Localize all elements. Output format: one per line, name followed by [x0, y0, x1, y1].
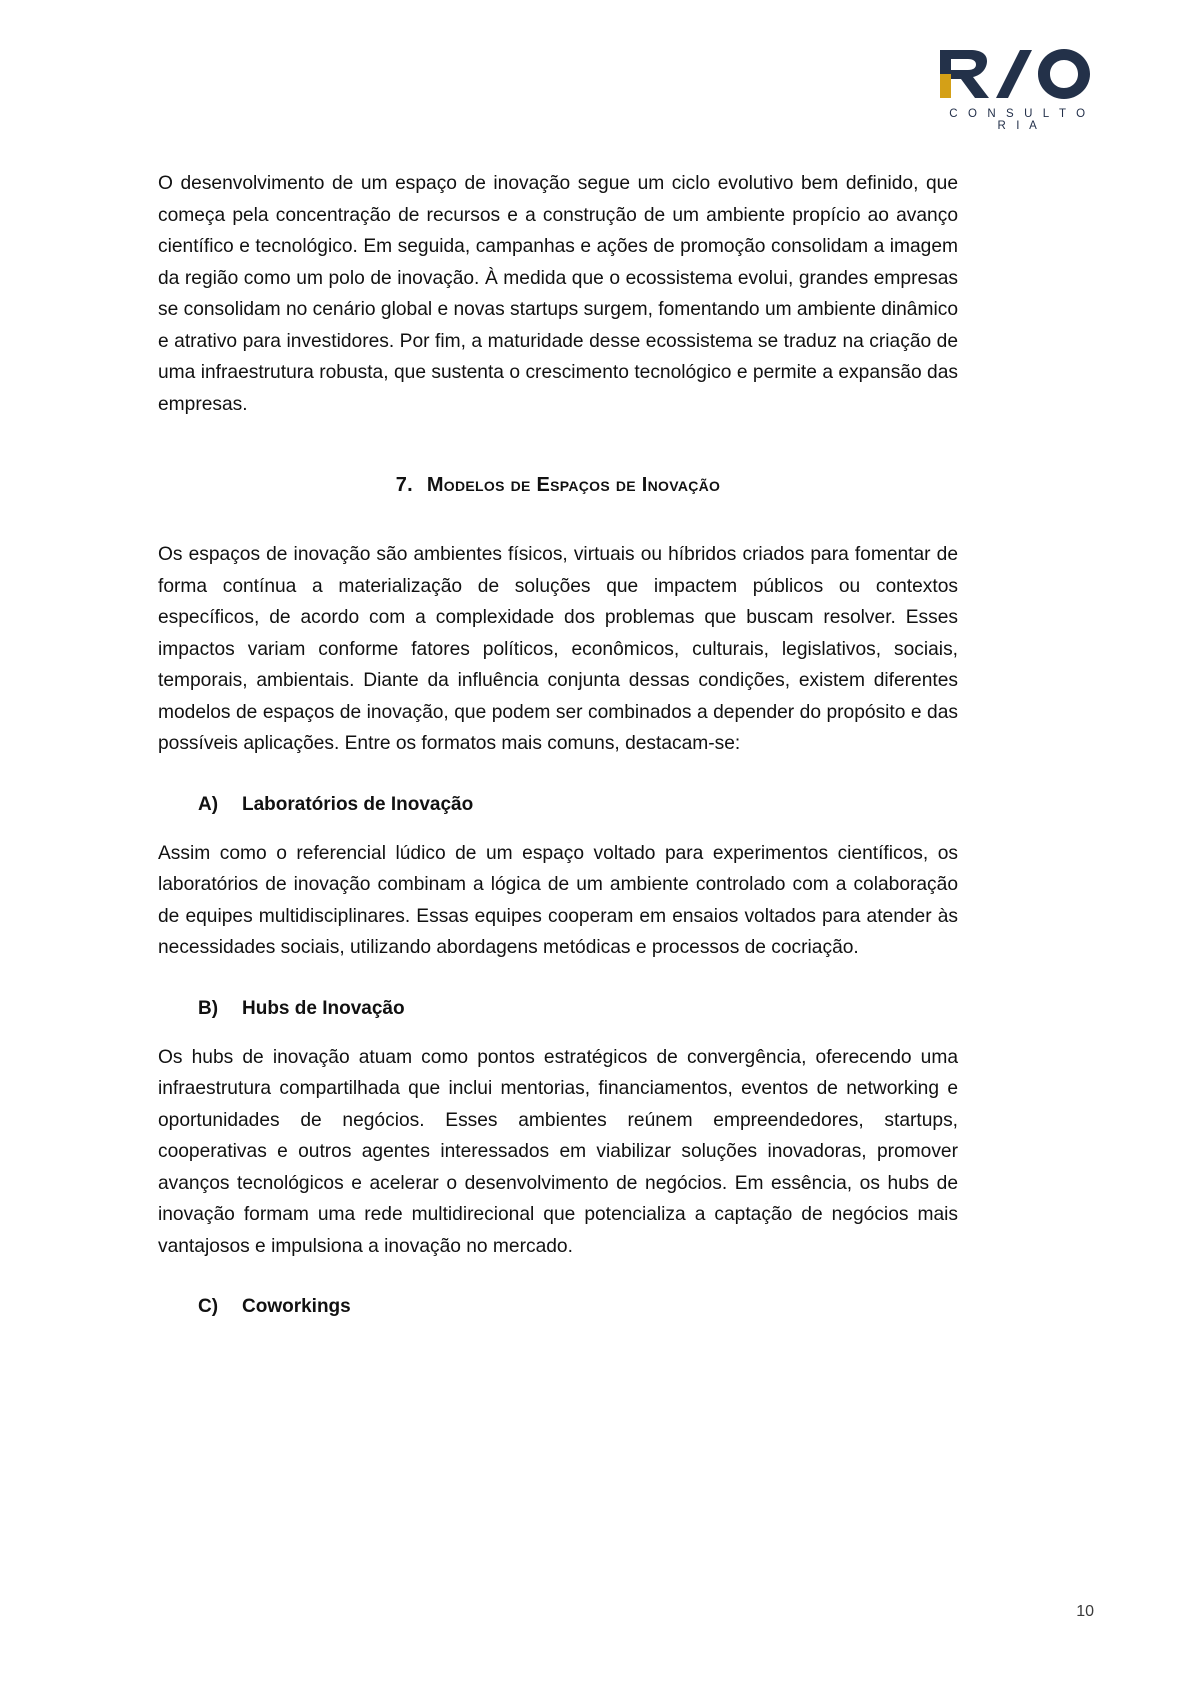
page-number: 10	[1076, 1603, 1094, 1620]
section-heading	[158, 474, 958, 497]
list-title-b: Hubs de Inovação	[242, 997, 405, 1019]
list-title-c: Coworkings	[242, 1296, 351, 1317]
company-logo	[934, 46, 1094, 136]
page-header	[794, 46, 1094, 141]
list-title-a: Laboratórios de Inovação	[242, 793, 474, 815]
logo-wordmark-icon	[934, 46, 1094, 104]
list-item-heading-b	[158, 998, 958, 1020]
list-marker-b: B)	[198, 997, 219, 1019]
logo-subtitle: C O N S U L T O R I A	[949, 108, 1089, 132]
section-paragraph: Os espaços de inovação são ambientes físicos, virtuais ou híbridos criados para fomentar de forma contínua a materialização de soluções que impactem públicos ou contextos específicos, de acordo com a complexidade dos problemas que buscam resolver. Esses impactos variam conforme fatores políticos, econômicos, culturais, legislativos, sociais, temporais, ambientais. Diante da influência conjunta dessas condições, existem diferentes modelos de espaços de inovação, que podem ser combinados a depender do propósito e das possíveis aplicações. Entre os formatos mais comuns, destacam-se:	[158, 544, 958, 754]
document-body	[158, 168, 958, 1340]
section-title: Modelos de Espaços de Inovação	[426, 474, 721, 496]
list-body-a: Assim como o referencial lúdico de um espaço voltado para experimentos científicos, os laboratórios de inovação combinam a lógica de um ambiente controlado com a colaboração de equipes multidisciplinares. Essas equipes cooperam em ensaios voltados para atender às necessidades sociais, utilizando abordagens metódicas e processos de cocriação.	[158, 842, 958, 958]
list-marker-c: C)	[198, 1296, 219, 1317]
list-item-heading-a	[158, 794, 958, 816]
list-body-b: Os hubs de inovação atuam como pontos estratégicos de convergência, oferecendo uma infraestrutura compartilhada que inclui mentorias, financiamentos, eventos de networking e oportunidades de negócios. Esses ambientes reúnem empreendedores, startups, cooperativas e outros agentes interessados em viabilizar soluções inovadoras, promover avanços tecnológicos e acelerar o desenvolvimento de negócios. Em essência, os hubs de inovação formam uma rede multidirecional que potencializa a captação de negócios mais vantajosos e impulsiona a inovação no mercado.	[158, 1046, 958, 1257]
list-marker-a: A)	[198, 793, 219, 815]
section-number: 7.	[395, 474, 413, 496]
intro-paragraph: O desenvolvimento de um espaço de inovação segue um ciclo evolutivo bem definido, que começa pela concentração de recursos e a construção de um ambiente propício ao avanço científico e tecnológico. Em seguida, campanhas e ações de promoção consolidam a imagem da região como um polo de inovação. À medida que o ecossistema evolui, grandes empresas se consolidam no cenário global e novas startups surgem, fomentando um ambiente dinâmico e atrativo para investidores. Por fim, a maturidade desse ecossistema se traduz na criação de uma infraestrutura robusta, que sustenta o crescimento tecnológico e permite a expansão das empresas.	[158, 173, 958, 415]
list-item-heading-c	[158, 1296, 958, 1318]
